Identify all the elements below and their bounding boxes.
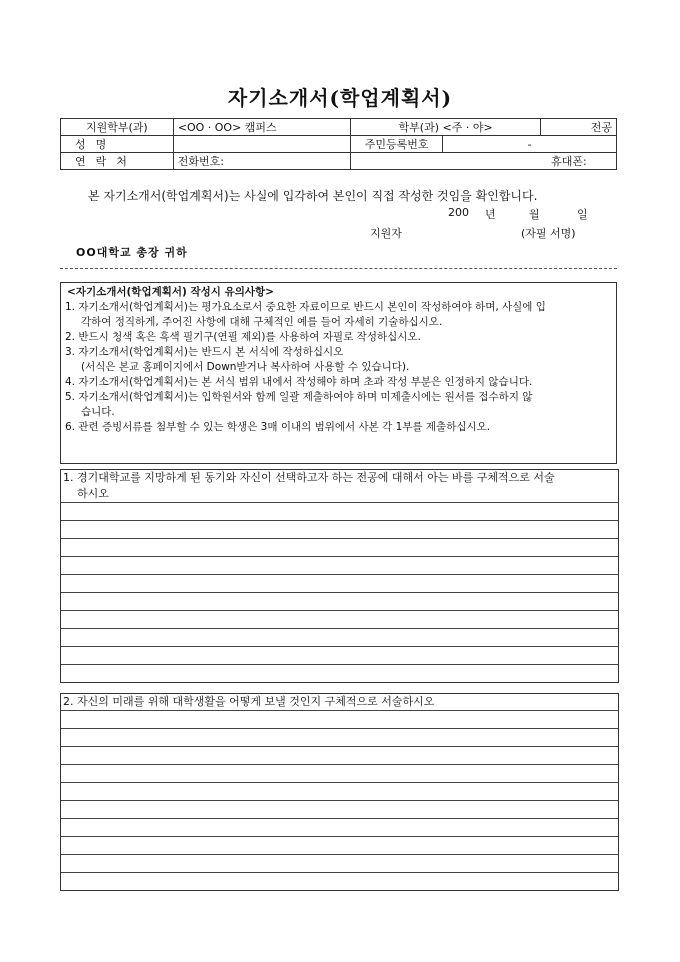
signature-field[interactable]: (자필 서명)	[521, 227, 576, 240]
answer-line[interactable]	[61, 593, 618, 611]
answer-line[interactable]	[61, 521, 618, 539]
answer-1-lines[interactable]	[61, 503, 618, 682]
note-item-cont: 각하여 정직하게, 주어진 사항에 대해 구체적인 예를 들어 자세히 기술하십시오.	[81, 316, 443, 328]
answer-line[interactable]	[61, 557, 618, 575]
date-month[interactable]: 월	[529, 208, 540, 221]
answer-line[interactable]	[61, 783, 618, 801]
note-item: 3. 자기소개서(학업계획서)는 반드시 본 서식에 작성하십시오	[65, 346, 344, 358]
note-item-cont: 습니다.	[81, 406, 115, 418]
answer-line[interactable]	[61, 665, 618, 682]
confirm-statement: 본 자기소개서(학업계획서)는 사실에 입각하여 본인이 직접 작성한 것임을 확인합니다.	[88, 189, 538, 203]
question-1-box	[60, 469, 619, 683]
question-2-box	[60, 693, 619, 891]
answer-line[interactable]	[61, 629, 618, 647]
applicant-label: 지원자	[370, 227, 402, 240]
answer-line[interactable]	[61, 837, 618, 855]
date-day[interactable]: 일	[577, 208, 588, 221]
answer-line[interactable]	[61, 575, 618, 593]
name-field[interactable]	[173, 136, 350, 153]
note-item: 6. 관련 증빙서류를 첨부할 수 있는 학생은 3매 이내의 범위에서 사본 각 1부를 제출하십시오.	[65, 421, 491, 433]
date-year[interactable]: 200	[448, 206, 469, 219]
note-item: 4. 자기소개서(학업계획서)는 본 서식 범위 내에서 작성해야 하며 초과 작성 부분은 인정하지 않습니다.	[65, 376, 533, 388]
answer-line[interactable]	[61, 855, 618, 873]
question-1-text-cont: 하시오	[61, 486, 618, 503]
dept-label: 지원학부(과)	[61, 119, 174, 136]
dashed-divider	[60, 268, 617, 269]
answer-line[interactable]	[61, 503, 618, 521]
answer-line[interactable]	[61, 819, 618, 837]
answer-line[interactable]	[61, 873, 618, 890]
answer-line[interactable]	[61, 647, 618, 665]
date-year-unit: 년	[485, 208, 496, 221]
answer-line[interactable]	[61, 711, 618, 729]
dept-field[interactable]: 학부(과) <주 · 야>	[351, 119, 541, 136]
contact-label: 연락처	[61, 153, 174, 170]
answer-line[interactable]	[61, 539, 618, 557]
note-item: 5. 자기소개서(학업계획서)는 입학원서와 함께 일괄 제출하여야 하며 미제출시에는 원서를 접수하지 않	[65, 391, 533, 403]
resident-id-field[interactable]: -	[443, 136, 617, 153]
note-item: 1. 자기소개서(학업계획서)는 평가요소로서 중요한 자료이므로 반드시 본인이 작성하여야 하며, 사실에 입	[65, 301, 546, 313]
question-2-text: 2. 자신의 미래를 위해 대학생활을 어떻게 보낼 것인지 구체적으로 서술하시오	[61, 694, 618, 711]
name-label: 성명	[61, 136, 174, 153]
notes-header: <자기소개서(학업계획서) 작성시 유의사항>	[67, 286, 274, 298]
phone-field[interactable]: 전화번호:	[173, 153, 350, 170]
answer-line[interactable]	[61, 801, 618, 819]
resident-id-label: 주민등록번호	[351, 136, 443, 153]
campus-field[interactable]: <OO · OO> 캠퍼스	[173, 119, 350, 136]
notes-box	[60, 282, 617, 464]
note-item: 2. 반드시 청색 혹은 흑색 필기구(연필 제외)를 사용하여 자필로 작성하십시오.	[65, 331, 421, 343]
addressee: OO대학교 총장 귀하	[76, 246, 188, 259]
major-field[interactable]: 전공	[541, 119, 617, 136]
answer-line[interactable]	[61, 747, 618, 765]
mobile-field[interactable]: 휴대폰:	[351, 153, 617, 170]
answer-line[interactable]	[61, 611, 618, 629]
answer-2-lines[interactable]	[61, 711, 618, 890]
answer-line[interactable]	[61, 765, 618, 783]
question-1-text: 1. 경기대학교를 지망하게 된 동기와 자신이 선택하고자 하는 전공에 대해서 아는 바를 구체적으로 서술	[63, 471, 555, 484]
page-title: 자기소개서(학업계획서)	[227, 86, 453, 110]
applicant-info-table	[60, 118, 617, 170]
note-item-cont: (서식은 본교 홈페이지에서 Down받거나 복사하여 사용할 수 있습니다).	[81, 361, 410, 373]
answer-line[interactable]	[61, 729, 618, 747]
